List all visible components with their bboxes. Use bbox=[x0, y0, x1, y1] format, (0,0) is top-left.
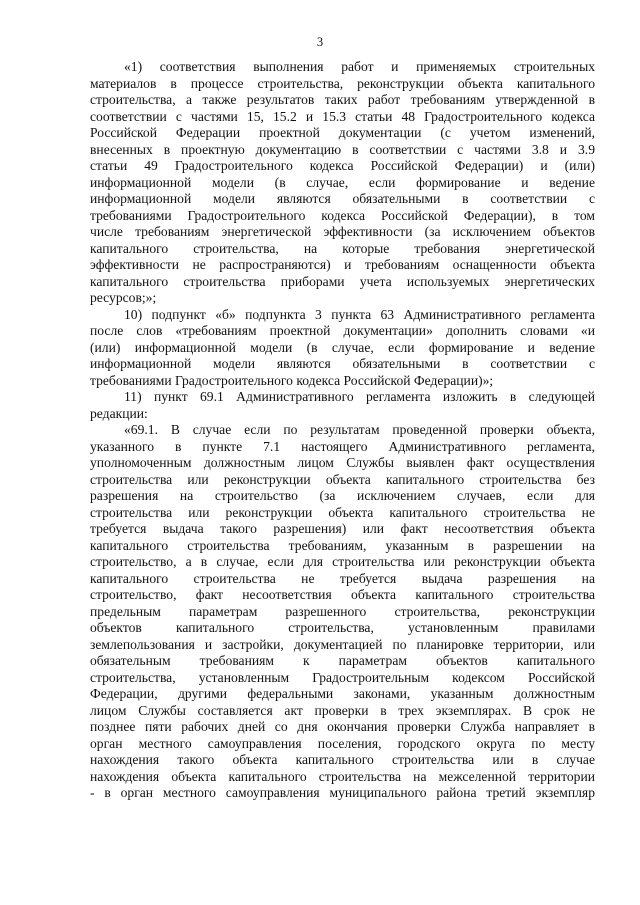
text-line: позднее пяти рабочих дней со дня окончания проверки Служба направляет в bbox=[90, 719, 595, 734]
text-line: обязательным требованиям к параметрам объектов капитального bbox=[90, 653, 595, 668]
text-line: предельным параметрам разрешенного строительства, реконструкции bbox=[90, 603, 595, 619]
text-line: после слов «требованиям проектной документации» дополнить словами «и bbox=[90, 323, 595, 338]
text-line: нахождения объекта капитального строительства на межселенной территории bbox=[90, 768, 595, 784]
text-line: разрешения на строительство (за исключением случаев, если для bbox=[90, 488, 595, 503]
text-line: лицом Службы составляется акт проверки в трех экземплярах. В срок не bbox=[90, 702, 595, 718]
text-line: указанного в пункте 7.1 настоящего Административного регламента, bbox=[90, 438, 595, 454]
text-line: редакции: bbox=[90, 405, 148, 421]
page-number: 3 bbox=[316, 35, 324, 49]
text-line: Российской Федерации проектной документации (с учетом изменений, bbox=[90, 125, 595, 140]
text-line: - в орган местного самоуправления муниципального района третий экземпляр bbox=[90, 785, 595, 800]
text-line: статьи 49 Градостроительного кодекса Российской Федерации) и (или) bbox=[90, 158, 595, 173]
text-line: требуется выдача такого разрешения) или факт несоответствия объекта bbox=[90, 521, 595, 536]
text-line: информационной модели являются обязательными в соответствии с bbox=[90, 191, 595, 206]
text-line: капитального строительства приборами учета используемых энергетических bbox=[90, 273, 595, 289]
text-line: Федерации, другими федеральными законами, указанным должностным bbox=[90, 686, 595, 701]
text-line: соответствии с частями 15, 15.2 и 15.3 статьи 48 Градостроительного кодекса bbox=[90, 108, 595, 124]
text-line: строительства или реконструкции объекта капитального строительства не bbox=[90, 504, 595, 520]
text-line: числе требованиям энергетической эффективности (за исключением объектов bbox=[90, 224, 595, 239]
text-line: строительства, а также результатов таких работ требованиям утвержденной в bbox=[90, 92, 595, 107]
text-line: землепользования и застройки, документацией по планировке территории, или bbox=[90, 636, 595, 652]
text-line: требованиями Градостроительного кодекса Российской Федерации)»; bbox=[90, 372, 494, 388]
text-line: капитального строительства требованиям, указанным в разрешении на bbox=[90, 537, 595, 553]
text-line: эффективности не распространяются) и требованиям оснащенности объекта bbox=[90, 257, 595, 272]
text-line: нахождения такого объекта капитального строительства или в случае bbox=[90, 752, 595, 767]
text-line: внесенных в проектную документацию в соответствии с частями 3.8 и 3.9 bbox=[90, 141, 595, 157]
text-line: ресурсов;»; bbox=[90, 290, 157, 305]
text-line: уполномоченным должностным лицом Службы выявлен факт осуществления bbox=[90, 455, 595, 470]
text-line: «1) соответствия выполнения работ и применяемых строительных bbox=[124, 59, 595, 74]
text-line: орган местного самоуправления поселения, городского округа по месту bbox=[90, 735, 595, 751]
text-line: строительства, установленным Градостроительным кодексом Российской bbox=[90, 669, 595, 685]
text-line: строительства или реконструкции объекта капитального строительства без bbox=[90, 471, 595, 487]
text-line: строительство, а в случае, если для строительства или реконструкции объекта bbox=[90, 554, 595, 569]
text-line: (или) информационной модели (в случае, если формирование и ведение bbox=[90, 339, 595, 355]
text-line: информационной модели являются обязательными в соответствии с bbox=[90, 356, 595, 371]
text-line: объектов капитального строительства, установленным правилами bbox=[90, 620, 595, 635]
text-line: строительство, факт несоответствия объекта капитального строительства bbox=[90, 587, 595, 602]
document-body bbox=[90, 59, 595, 802]
text-line: капитального строительства, на которые требования энергетической bbox=[90, 240, 595, 256]
text-line: 11) пункт 69.1 Административного регламента изложить в следующей bbox=[124, 389, 595, 404]
text-line: капитального строительства не требуется выдача разрешения на bbox=[90, 570, 595, 586]
text-line: 10) подпункт «б» подпункта 3 пункта 63 Административного регламента bbox=[124, 306, 595, 322]
text-line: информационной модели (в случае, если формирование и ведение bbox=[90, 174, 595, 190]
text-line: требованиями Градостроительного кодекса Российской Федерации), в том bbox=[90, 207, 595, 223]
text-line: материалов в процессе строительства, реконструкции объекта капитального bbox=[90, 75, 595, 91]
text-line: «69.1. В случае если по результатам проведенной проверки объекта, bbox=[124, 422, 595, 437]
